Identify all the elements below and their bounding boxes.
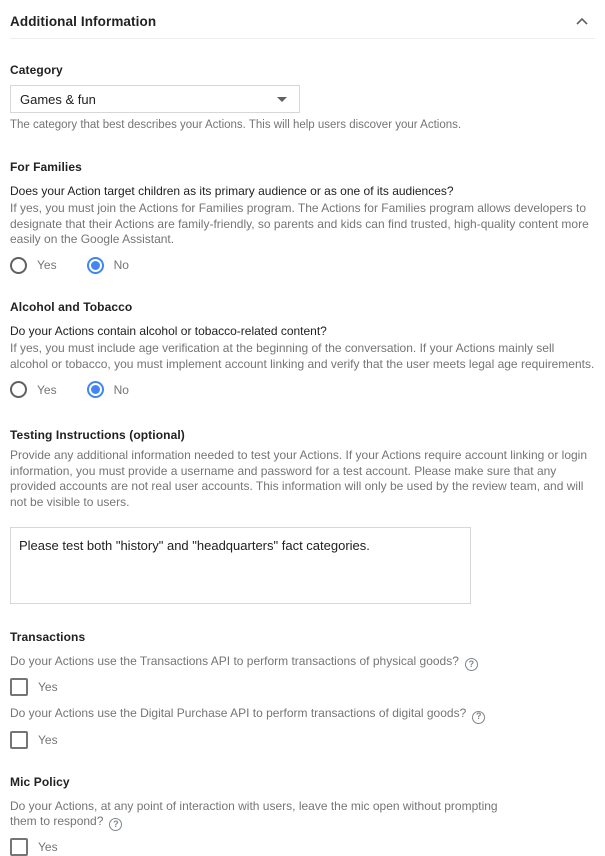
mic-policy-label: Mic Policy [10, 775, 595, 789]
for-families-helper-text: If yes, you must join the Actions for Families program. The Actions for Families program allows developers to designate that their Actions are family-friendly, so parents and kids can find trusted, high-quality content more easily on the Google Assistant. [10, 201, 595, 248]
radio-no-label: No [114, 383, 129, 397]
help-icon[interactable]: ? [109, 818, 122, 831]
transactions-physical-checkbox-row[interactable] [10, 678, 595, 696]
testing-instructions-input[interactable] [10, 527, 471, 604]
transactions-physical-question [10, 654, 595, 671]
mic-policy-question [10, 799, 515, 832]
panel-header [10, 0, 595, 39]
transactions-digital-checkbox-row[interactable] [10, 731, 595, 749]
testing-instructions-helper-text: Provide any additional information needed to test your Actions. If your Actions require account linking or login information, you must provide a username and password for a test account. Please make sure that any provided accounts are not real user accounts. This information will only be used by the review team, and will not be visible to users. [10, 448, 595, 510]
checkbox-label: Yes [38, 840, 58, 854]
checkbox-unchecked-icon [10, 731, 28, 749]
radio-unselected-icon [10, 381, 27, 398]
radio-no-label: No [114, 258, 129, 272]
category-helper-text: The category that best describes your Actions. This will help users discover your Actions. [10, 118, 595, 134]
radio-yes-label: Yes [37, 383, 57, 397]
radio-yes-label: Yes [37, 258, 57, 272]
for-families-radio-yes[interactable] [10, 257, 57, 274]
transactions-digital-question-text: Do your Actions use the Digital Purchase API to perform transactions of digital goods? [10, 706, 466, 720]
category-section [10, 63, 595, 134]
alcohol-tobacco-radio-group [10, 381, 595, 398]
checkbox-unchecked-icon [10, 678, 28, 696]
transactions-section [10, 630, 595, 749]
category-select[interactable] [10, 85, 300, 113]
chevron-up-icon [575, 14, 589, 29]
radio-selected-icon [87, 257, 104, 274]
transactions-label: Transactions [10, 630, 595, 644]
collapse-section-button[interactable] [573, 15, 591, 28]
alcohol-tobacco-radio-yes[interactable] [10, 381, 57, 398]
radio-selected-icon [87, 381, 104, 398]
alcohol-tobacco-helper-text: If yes, you must include age verification at the beginning of the conversation. If your Actions mainly sell alcohol or tobacco, you must implement account linking and verify that the user meets legal age requirements. [10, 341, 595, 372]
category-select-value: Games & fun [20, 92, 96, 107]
mic-policy-question-text: Do your Actions, at any point of interaction with users, leave the mic open without prompting them to respond? [10, 799, 498, 829]
for-families-radio-no[interactable] [87, 257, 129, 274]
category-label: Category [10, 63, 595, 77]
transactions-physical-question-text: Do your Actions use the Transactions API to perform transactions of physical goods? [10, 654, 459, 668]
radio-unselected-icon [10, 257, 27, 274]
for-families-question: Does your Action target children as its primary audience or as one of its audiences? [10, 184, 595, 200]
checkbox-label: Yes [38, 733, 58, 747]
for-families-radio-group [10, 257, 595, 274]
for-families-label: For Families [10, 160, 595, 174]
checkbox-label: Yes [38, 680, 58, 694]
for-families-section [10, 160, 595, 274]
alcohol-tobacco-radio-no[interactable] [87, 381, 129, 398]
testing-instructions-label: Testing Instructions (optional) [10, 428, 595, 442]
alcohol-tobacco-section [10, 300, 595, 399]
alcohol-tobacco-label: Alcohol and Tobacco [10, 300, 595, 314]
panel-title: Additional Information [10, 14, 156, 29]
caret-down-icon [277, 97, 287, 102]
help-icon[interactable]: ? [465, 658, 478, 671]
mic-policy-section [10, 775, 595, 856]
transactions-digital-question [10, 706, 595, 723]
alcohol-tobacco-question: Do your Actions contain alcohol or tobacco-related content? [10, 324, 595, 340]
help-icon[interactable]: ? [472, 711, 485, 724]
testing-instructions-section [10, 428, 595, 604]
